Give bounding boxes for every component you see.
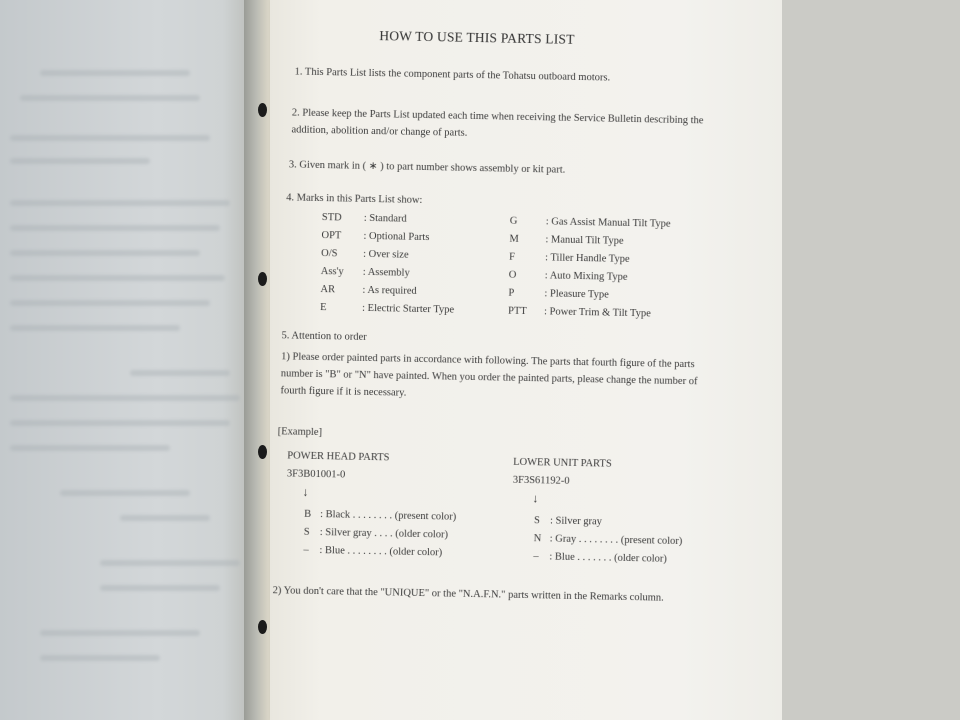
down-arrow-icon: ↓ [532, 491, 539, 506]
mark-desc: : Over size [363, 248, 409, 261]
mark-code: P [508, 287, 515, 299]
attention-paragraph-2: 2) You don't care that the "UNIQUE" or the "N.A.F.N." parts written in the Remarks column. [272, 585, 664, 604]
item-1: 1. This Parts List lists the component parts of the Tohatsu outboard motors. [294, 66, 611, 84]
color-code: S [533, 515, 541, 527]
mark-code: OPT [321, 230, 342, 242]
power-head-part-number: 3F3B01001-0 [286, 468, 346, 481]
attention-paragraph-1: 1) Please order painted parts in accordance with following. The parts that fourth figure of the parts number is "B" or "N" have painted. When you order the painted parts, please change the number of fourth figure if it is necessary. [280, 351, 698, 399]
power-head-heading: POWER HEAD PARTS [287, 450, 390, 464]
lower-unit-heading: LOWER UNIT PARTS [513, 456, 612, 470]
color-desc: : Gray . . . . . . . . (present color) [549, 533, 683, 548]
mark-desc: : Standard [363, 212, 407, 225]
mark-code: STD [321, 212, 342, 224]
down-arrow-icon: ↓ [302, 484, 309, 499]
mark-desc: : Pleasure Type [544, 288, 609, 301]
example-label: [Example] [277, 426, 323, 439]
color-code: N [533, 533, 542, 545]
mark-code: AR [320, 284, 336, 296]
mark-desc: : Assembly [362, 266, 410, 279]
color-desc: : Silver gray . . . . (older color) [319, 527, 449, 541]
mark-desc: : As required [362, 284, 417, 297]
mark-code: O [508, 269, 517, 281]
color-code: S [303, 526, 310, 538]
mark-desc: : Optional Parts [363, 230, 430, 244]
mark-desc: : Power Trim & Tilt Type [543, 306, 651, 320]
mark-code: Ass'y [320, 266, 344, 278]
attention-heading: 5. Attention to order [281, 330, 367, 343]
mark-code: O/S [321, 248, 338, 260]
lower-unit-part-number: 3F3S61192-0 [512, 474, 570, 487]
mark-desc: : Gas Assist Manual Tilt Type [545, 216, 671, 230]
color-desc: : Blue . . . . . . . (older color) [549, 551, 667, 565]
mark-desc: : Auto Mixing Type [544, 270, 628, 283]
mark-code: M [509, 233, 519, 245]
color-code: – [303, 544, 309, 556]
mark-desc: : Tiller Handle Type [544, 252, 630, 265]
mark-code: E [320, 302, 327, 314]
mark-code: PTT [507, 305, 527, 317]
color-desc: : Black . . . . . . . . (present color) [320, 509, 457, 523]
mark-desc: : Manual Tilt Type [545, 234, 624, 247]
page-title: HOW TO USE THIS PARTS LIST [379, 28, 575, 47]
color-code: B [304, 508, 312, 520]
item-3: 3. Given mark in ( ∗ ) to part number shows assembly or kit part. [288, 159, 566, 176]
item-4: 4. Marks in this Parts List show: [286, 192, 423, 206]
color-desc: : Silver gray [549, 515, 603, 528]
mark-code: G [509, 215, 518, 227]
color-desc: : Blue . . . . . . . . (older color) [319, 545, 443, 559]
mark-desc: : Electric Starter Type [361, 302, 455, 316]
mark-code: F [509, 251, 516, 263]
color-code: – [533, 551, 539, 563]
item-2: 2. Please keep the Parts List updated each time when receiving the Service Bulletin describing the addition, abolition and/or change of parts. [291, 107, 704, 139]
